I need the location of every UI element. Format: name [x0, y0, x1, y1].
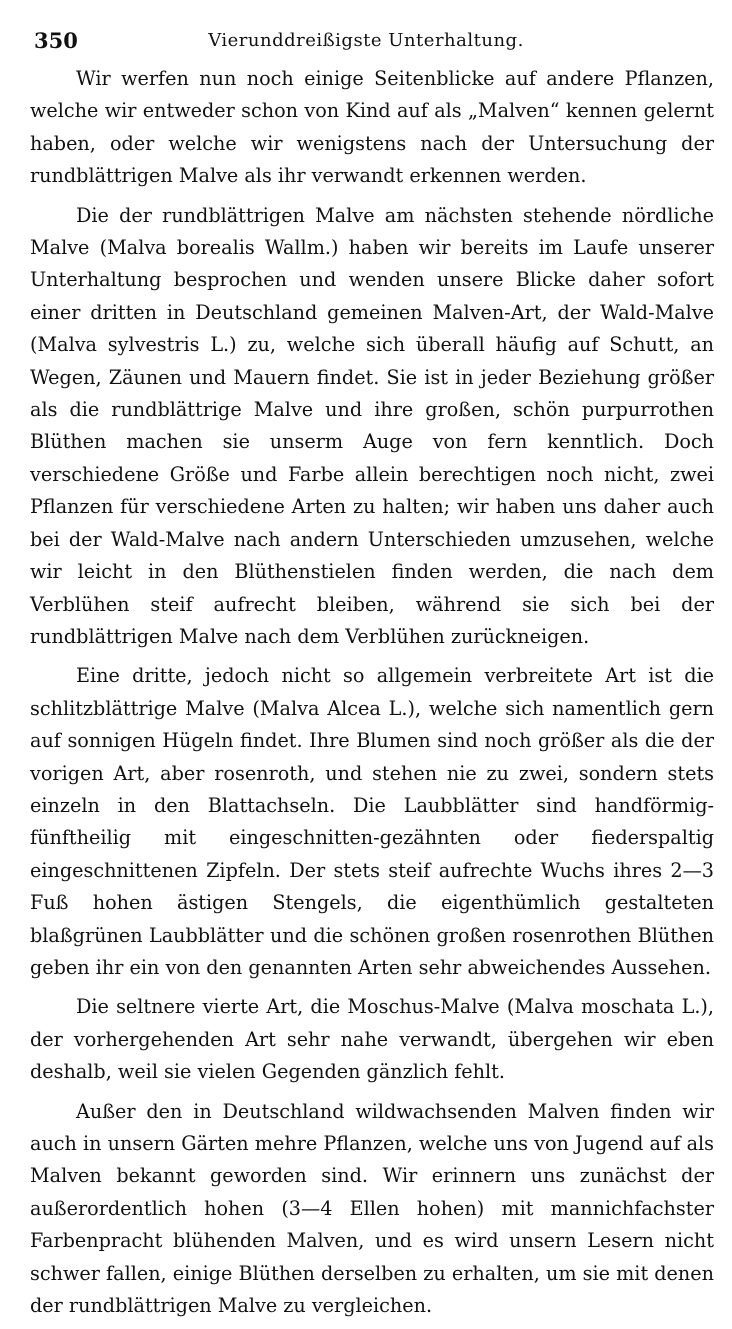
running-title: Vierunddreißigste Unterhaltung. [208, 30, 524, 51]
paragraph: Wir werfen nun noch einige Seitenblicke auf andere Pflanzen, welche wir entweder schon von Kind auf als „Malven“ kennen gelernt haben, oder welche wir wenigstens nach der Untersuchung der rundblättrigen Malve als ihr verwandt erkennen werden. [30, 67, 714, 188]
body-text [30, 63, 714, 1329]
paragraph: Eine dritte, jedoch nicht so allgemein verbreitete Art ist die schlitzblättrige Malve (Malva Alcea L.), welche sich namentlich gern auf sonnigen Hügeln findet. Ihre Blumen sind noch größer als die der vorigen Art, aber rosenroth, und stehen nie zu zwei, sondern stets einzeln in den Blattachseln. Die Laubblätter sind handförmig-fünftheilig mit eingeschnitten-gezähnten oder fiederspaltig eingeschnittenen Zipfeln. Der stets steif aufrechte Wuchs ihres 2—3 Fuß hohen ästigen Stengels, die eigenthümlich gestalteten blaßgrünen Laubblätter und die schönen großen rosenrothen Blüthen geben ihr ein von den genannten Arten sehr abweichendes Aussehen. [30, 664, 714, 979]
page-header [30, 28, 702, 56]
paragraph: Die seltnere vierte Art, die Moschus-Malve (Malva moschata L.), der vorhergehenden Art sehr nahe verwandt, übergehen wir eben deshalb, weil sie vielen Gegenden gänzlich fehlt. [30, 995, 714, 1084]
paragraph: Die der rundblättrigen Malve am nächsten stehende nördliche Malve (Malva borealis Wallm.) haben wir bereits im Laufe unserer Unterhaltung besprochen und wenden unsere Blicke daher sofort einer dritten in Deutschland gemeinen Malven-Art, der Wald-Malve (Malva sylvestris L.) zu, welche sich überall häufig auf Schutt, an Wegen, Zäunen und Mauern findet. Sie ist in jeder Beziehung größer als die rundblättrige Malve und ihre großen, schön purpurrothen Blüthen machen sie unserm Auge von fern kenntlich. Doch verschiedene Größe und Farbe allein berechtigen noch nicht, zwei Pflanzen für verschiedene Arten zu halten; wir haben uns daher auch bei der Wald-Malve nach andern Unterschieden umzusehen, welche wir leicht in den Blüthenstielen finden werden, die nach dem Verblühen steif aufrecht bleiben, während sie sich bei der rundblättrigen Malve nach dem Verblühen zurückneigen. [30, 203, 714, 648]
paragraph: Außer den in Deutschland wildwachsenden Malven finden wir auch in unsern Gärten mehre Pflanzen, welche uns von Jugend auf als Malven bekannt geworden sind. Wir erinnern uns zunächst der außerordentlich hohen (3—4 Ellen hohen) mit mannichfachster Farbenpracht blühenden Malven, und es wird unsern Lesern nicht schwer fallen, einige Blüthen derselben zu erhalten, um sie mit denen der rundblättrigen Malve zu vergleichen. [30, 1099, 714, 1318]
page-number: 350 [34, 28, 78, 53]
